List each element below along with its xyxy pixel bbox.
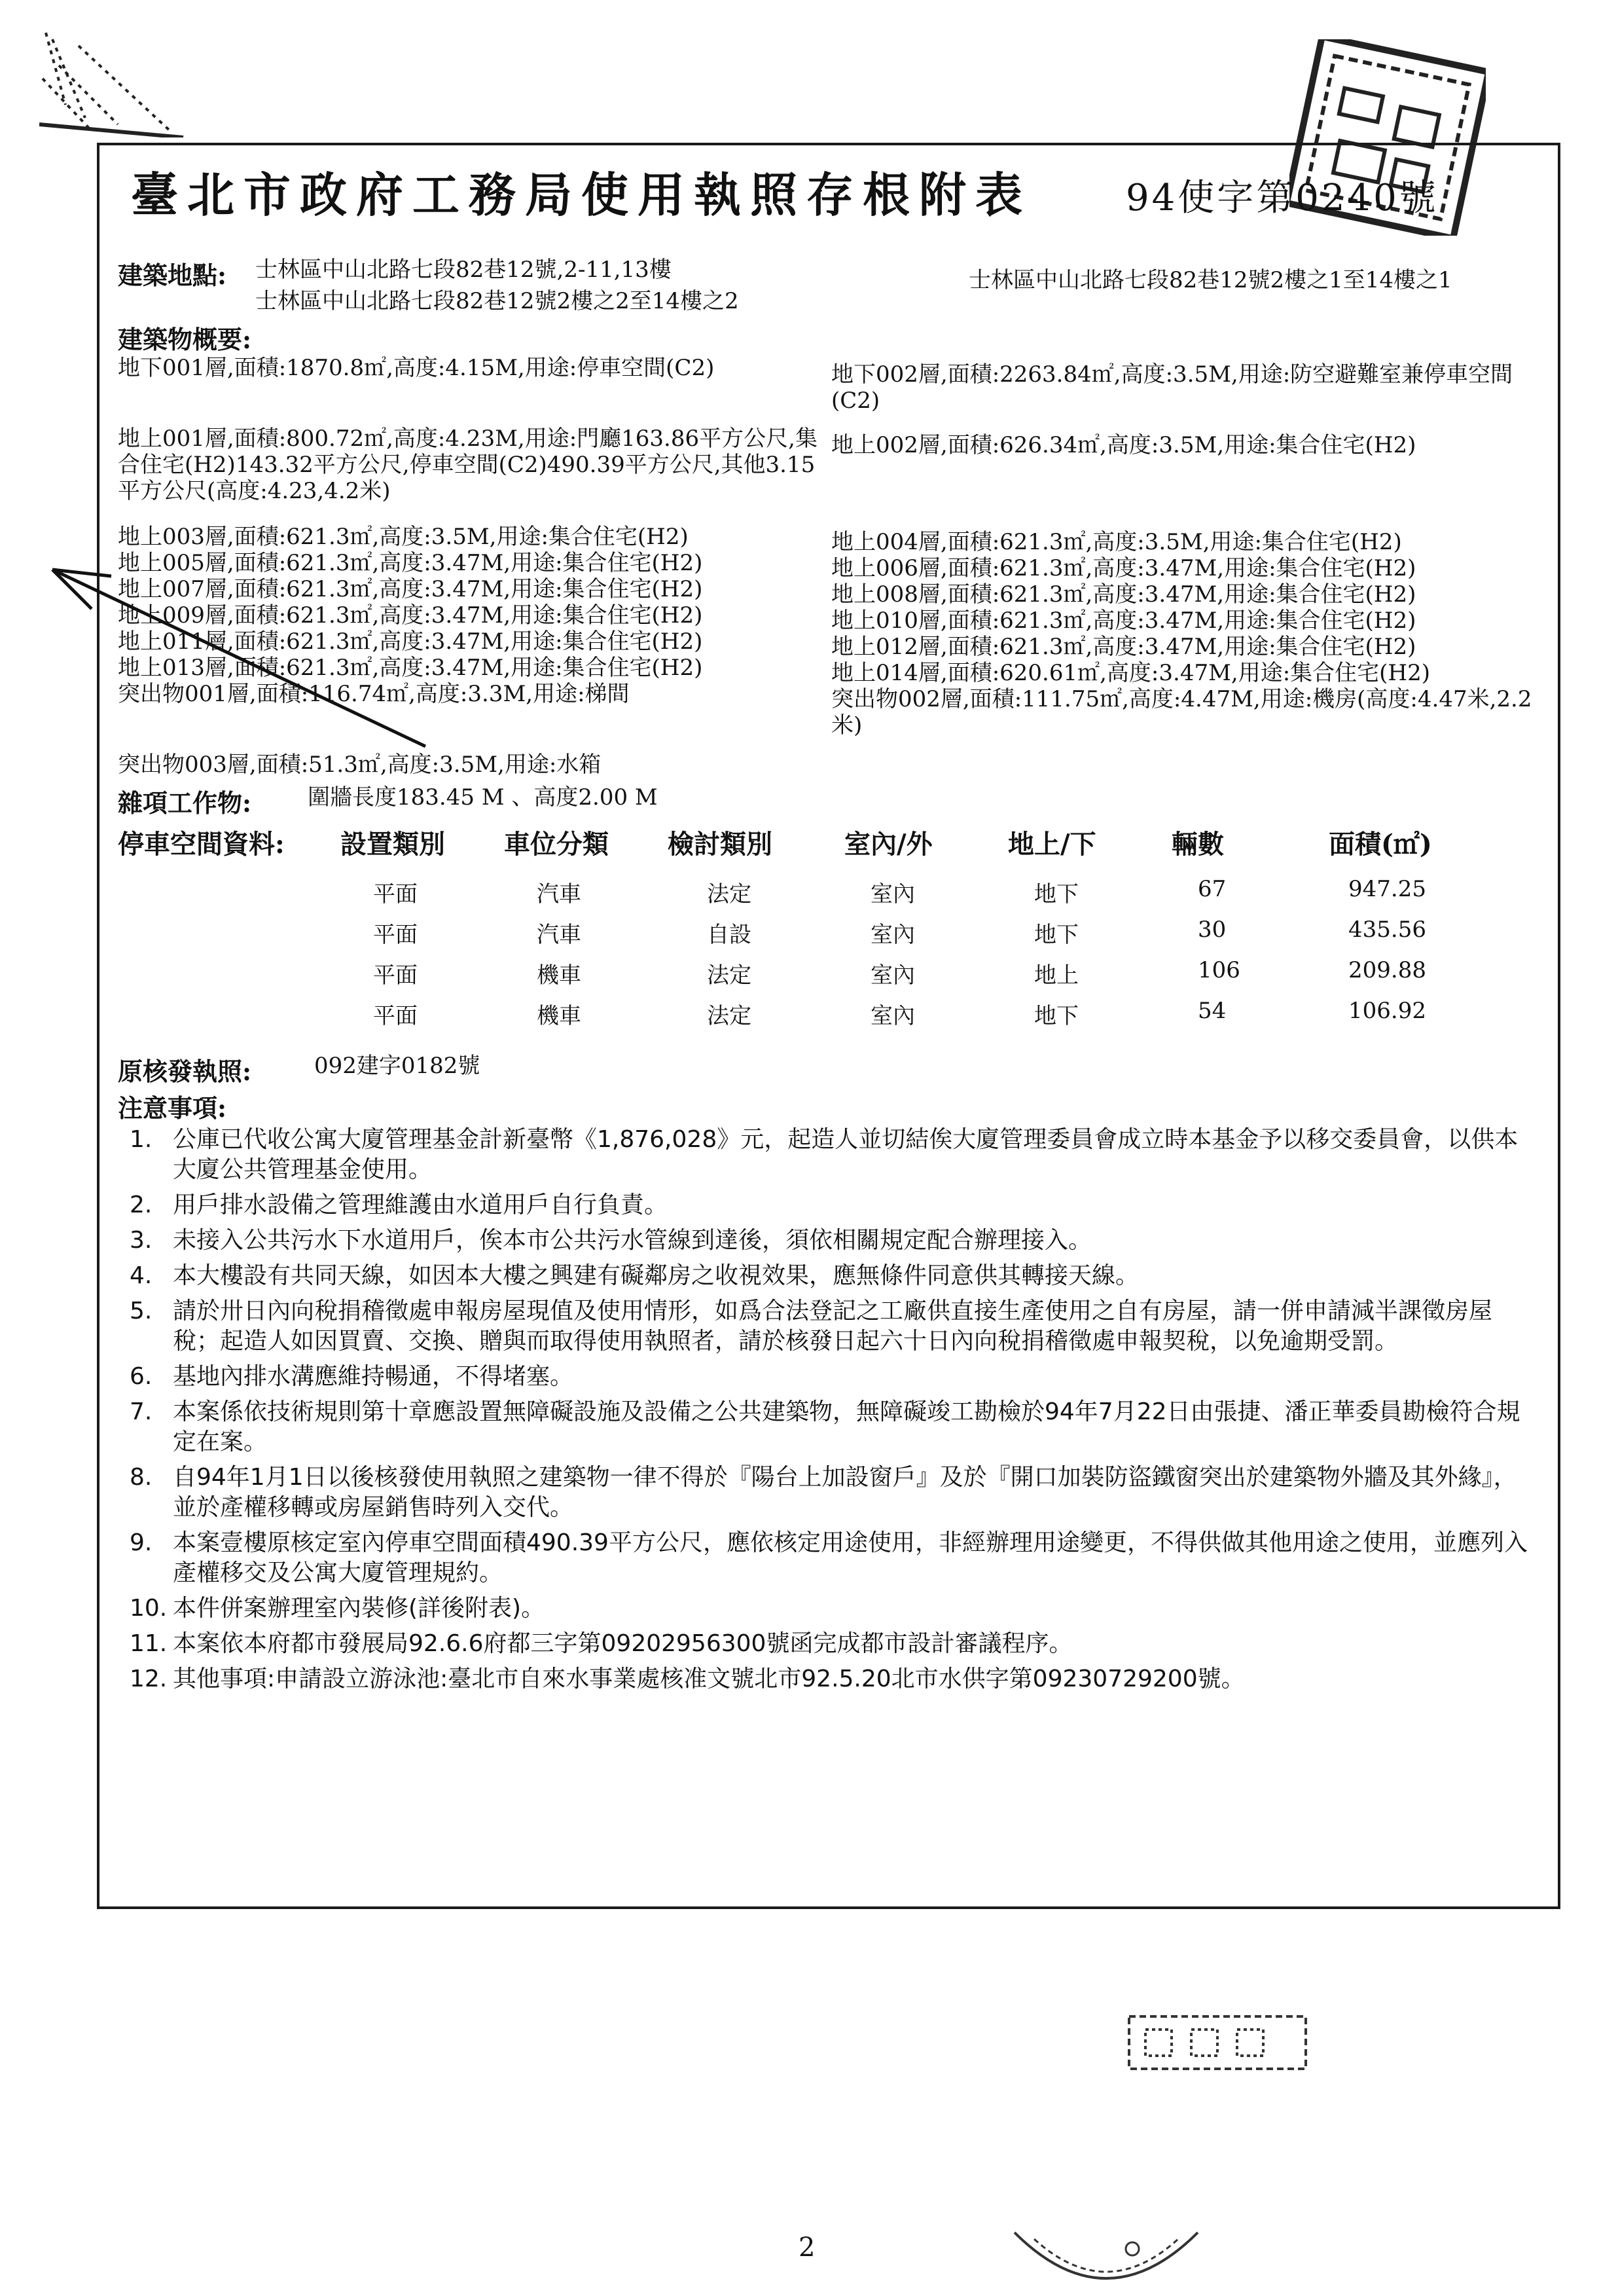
parking-cell: 209.88 [1348, 957, 1426, 983]
original-permit-value: 092建字0182號 [314, 1053, 480, 1079]
parking-cell: 435.56 [1348, 917, 1426, 943]
note-text: 未接入公共污水下水道用戶，俟本市公共污水管線到達後，須依相關規定配合辦理接入。 [173, 1227, 1092, 1254]
floor-13: 地上013層,面積:621.3㎡,高度:3.47M,用途:集合住宅(H2) [118, 655, 703, 681]
note-item [130, 1397, 1537, 1457]
page-number: 2 [799, 2232, 816, 2263]
parking-cell: 30 [1198, 917, 1227, 943]
note-number: 10. [130, 1595, 168, 1622]
parking-header: 檢討類別 [668, 829, 772, 860]
misc-value: 圍牆長度183.45 M 、高度2.00 M [308, 784, 658, 811]
floor-2: 地上002層,面積:626.34㎡,高度:3.5M,用途:集合住宅(H2) [831, 432, 1416, 458]
note-text: 本大樓設有共同天線，如因本大樓之興建有礙鄰房之收視效果，應無條件同意供其轉接天線。 [173, 1262, 1140, 1289]
note-item [130, 1125, 1537, 1185]
parking-cell: 地下 [1034, 881, 1079, 907]
address-line-1: 士林區中山北路七段82巷12號,2-11,13樓 [255, 257, 672, 283]
floor-1: 地上001層,面積:800.72㎡,高度:4.23M,用途:門廳163.86平方公尺,集合住宅(H2)143.32平方公尺,停車空間(C2)490.39平方公尺,其他3.15平方公尺(高度:4.23,4.2米) [118, 426, 818, 504]
note-text: 請於卅日內向稅捐稽徵處申報房屋現值及使用情形，如爲合法登記之工廠供直接生產使用之自有房屋，請一併申請減半課徵房屋稅；起造人如因買賣、交換、贈與而取得使用執照者，請於核發日起六十日內向稅捐稽徵處申報契稅，以免逾期受罰。 [173, 1298, 1493, 1355]
floor-7: 地上007層,面積:621.3㎡,高度:3.47M,用途:集合住宅(H2) [118, 576, 703, 602]
parking-cell: 106.92 [1348, 998, 1426, 1024]
parking-cell: 汽車 [537, 922, 581, 948]
note-text: 本案依本府都市發展局92.6.6府都三字第09202956300號函完成都市設計審議程序。 [173, 1630, 1073, 1657]
parking-header: 設置類別 [340, 829, 445, 860]
note-item [130, 1296, 1537, 1357]
note-text: 本案係依技術規則第十章應設置無障礙設施及設備之公共建築物，無障礙竣工勘檢於94年7月22日由張捷、潘正華委員勘檢符合規定在案。 [173, 1398, 1520, 1455]
note-number: 2. [130, 1192, 153, 1218]
parking-cell: 法定 [707, 881, 751, 907]
note-item [130, 1664, 1537, 1694]
parking-cell: 室內 [871, 881, 915, 907]
parking-cell: 67 [1198, 876, 1227, 902]
floor-b1: 地下001層,面積:1870.8㎡,高度:4.15M,用途:停車空間(C2) [118, 355, 715, 381]
parking-header: 面積(㎡) [1329, 829, 1432, 860]
parking-cell: 平面 [373, 962, 418, 989]
note-number: 11. [130, 1630, 168, 1657]
floor-6: 地上006層,面積:621.3㎡,高度:3.47M,用途:集合住宅(H2) [831, 555, 1416, 581]
document-title: 臺北市政府工務局使用執照存根附表 [131, 167, 1032, 223]
permit-number: 94使字第0240號 [1126, 177, 1439, 219]
note-item [130, 1528, 1537, 1588]
floor-10: 地上010層,面積:621.3㎡,高度:3.47M,用途:集合住宅(H2) [831, 608, 1416, 634]
address-line-2: 士林區中山北路七段82巷12號2樓之2至14樓之2 [255, 288, 739, 314]
parking-cell: 機車 [537, 962, 581, 989]
note-number: 8. [130, 1464, 153, 1491]
overview-label: 建築物概要: [118, 325, 252, 354]
parking-cell: 106 [1198, 957, 1240, 983]
parking-cell: 平面 [373, 881, 418, 907]
floor-12: 地上012層,面積:621.3㎡,高度:3.47M,用途:集合住宅(H2) [831, 634, 1416, 660]
floor-9: 地上009層,面積:621.3㎡,高度:3.47M,用途:集合住宅(H2) [118, 602, 703, 629]
roof-2: 突出物002層,面積:111.75㎡,高度:4.47M,用途:機房(高度:4.47米,2.2米) [831, 686, 1532, 738]
note-item [130, 1594, 1537, 1624]
note-text: 公庫已代收公寓大廈管理基金計新臺幣《1,876,028》元，起造人並切結俟大廈管理委員會成立時本基金予以移交委員會，以供本大廈公共管理基金使用。 [173, 1126, 1519, 1183]
note-number: 12. [130, 1666, 168, 1692]
parking-cell: 地下 [1034, 922, 1079, 948]
note-item [130, 1190, 1537, 1220]
note-text: 本件併案辦理室內裝修(詳後附表)。 [173, 1595, 545, 1622]
parking-cell: 法定 [707, 1003, 751, 1029]
handwritten-arrow-mark [33, 556, 439, 753]
parking-cell: 54 [1198, 998, 1227, 1024]
note-text: 自94年1月1日以後核發使用執照之建築物一律不得於『陽台上加設窗戶』及於『開口加裝防盜鐵窗突出於建築物外牆及其外緣』，並於產權移轉或房屋銷售時列入交代。 [173, 1464, 1517, 1521]
parking-cell: 室內 [871, 1003, 915, 1029]
note-number: 1. [130, 1126, 153, 1153]
parking-header: 輛數 [1172, 829, 1224, 860]
note-item [130, 1463, 1537, 1523]
parking-cell: 947.25 [1348, 876, 1426, 902]
note-number: 4. [130, 1262, 153, 1289]
original-permit-label: 原核發執照: [118, 1057, 252, 1086]
parking-header: 室內/外 [844, 829, 933, 860]
note-number: 6. [130, 1363, 153, 1390]
address-label: 建築地點: [118, 261, 227, 290]
address-right: 士林區中山北路七段82巷12號2樓之1至14樓之1 [969, 267, 1452, 293]
note-item [130, 1629, 1537, 1659]
parking-cell: 平面 [373, 1003, 418, 1029]
scan-artifact-corner [39, 26, 190, 137]
floor-4: 地上004層,面積:621.3㎡,高度:3.5M,用途:集合住宅(H2) [831, 529, 1402, 555]
roof-1: 突出物001層,面積:116.74㎡,高度:3.3M,用途:梯間 [118, 681, 630, 707]
partial-round-seal [1008, 2193, 1204, 2291]
parking-header: 車位分類 [504, 829, 609, 860]
note-number: 7. [130, 1398, 153, 1425]
floor-8: 地上008層,面積:621.3㎡,高度:3.47M,用途:集合住宅(H2) [831, 581, 1416, 608]
parking-header: 地上/下 [1008, 829, 1096, 860]
note-number: 5. [130, 1298, 153, 1324]
note-text: 用戶排水設備之管理維護由水道用戶自行負責。 [173, 1192, 668, 1218]
parking-cell: 室內 [871, 922, 915, 948]
parking-cell: 室內 [871, 962, 915, 989]
notes-label: 注意事項: [118, 1093, 227, 1123]
note-text: 其他事項:申請設立游泳池:臺北市自來水事業處核准文號北市92.5.20北市水供字第09230729200號。 [173, 1666, 1245, 1692]
parking-label: 停車空間資料: [118, 829, 285, 860]
floor-11: 地上011層,面積:621.3㎡,高度:3.47M,用途:集合住宅(H2) [118, 629, 703, 655]
parking-cell: 地上 [1034, 962, 1079, 989]
floor-b2: 地下002層,面積:2263.84㎡,高度:3.5M,用途:防空避難室兼停車空間(C2) [831, 361, 1513, 414]
parking-cell: 自設 [707, 922, 751, 948]
roof-3: 突出物003層,面積:51.3㎡,高度:3.5M,用途:水箱 [118, 752, 602, 778]
note-number: 9. [130, 1529, 153, 1556]
parking-cell: 法定 [707, 962, 751, 989]
note-text: 本案壹樓原核定室內停車空間面積490.39平方公尺，應依核定用途使用，非經辦理用途變更，不得供做其他用途之使用，並應列入產權移交及公寓大廈管理規約。 [173, 1529, 1528, 1586]
parking-cell: 汽車 [537, 881, 581, 907]
small-rectangular-stamp [1126, 2013, 1309, 2072]
parking-cell: 機車 [537, 1003, 581, 1029]
misc-label: 雜項工作物: [118, 788, 252, 818]
note-item [130, 1362, 1537, 1392]
note-item [130, 1226, 1537, 1256]
note-number: 3. [130, 1227, 153, 1254]
note-text: 基地內排水溝應維持暢通，不得堵塞。 [173, 1363, 574, 1390]
floor-14: 地上014層,面積:620.61㎡,高度:3.47M,用途:集合住宅(H2) [831, 660, 1430, 686]
parking-cell: 平面 [373, 922, 418, 948]
floor-5: 地上005層,面積:621.3㎡,高度:3.47M,用途:集合住宅(H2) [118, 550, 703, 576]
parking-cell: 地下 [1034, 1003, 1079, 1029]
floor-3: 地上003層,面積:621.3㎡,高度:3.5M,用途:集合住宅(H2) [118, 524, 689, 550]
notes-list [130, 1125, 1537, 1700]
note-item [130, 1261, 1537, 1291]
